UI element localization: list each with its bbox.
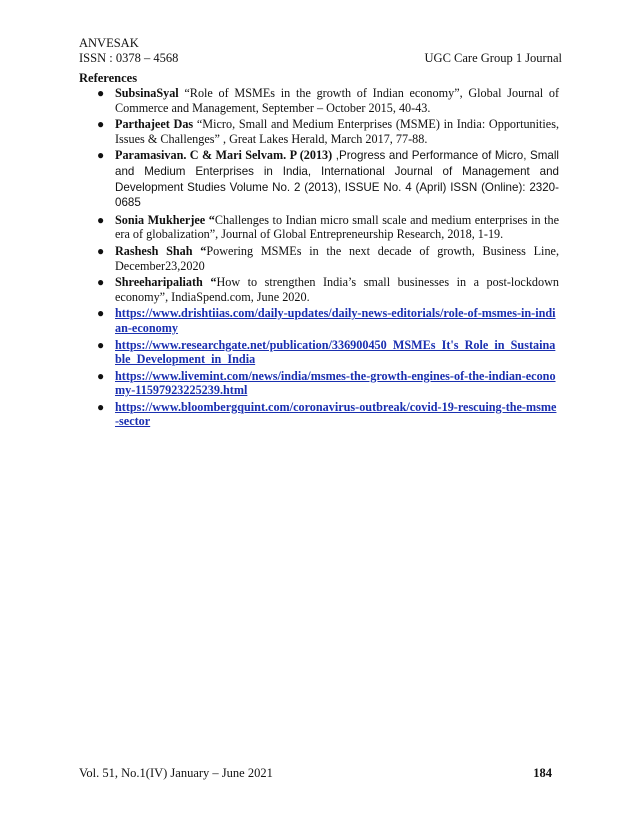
references-section xyxy=(79,71,559,431)
volume-info: Vol. 51, No.1(IV) January – June 2021 xyxy=(79,766,273,780)
reference-author: Rashesh Shah “ xyxy=(115,243,207,258)
reference-text: How to strengthen India’s small businesses in a post-lockdown economy”, IndiaSpend.com, June 2020. xyxy=(115,275,559,304)
reference-author: Shreeharipaliath “ xyxy=(115,275,217,290)
reference-item xyxy=(79,213,559,242)
reference-link-item xyxy=(79,400,559,429)
ugc-care-label: UGC Care Group 1 Journal xyxy=(424,51,562,65)
reference-link-researchgate[interactable]: https://www.researchgate.net/publication/336900450_MSMEs_It's_Role_in_Sustainable_Development_in_India xyxy=(115,337,556,367)
bullet-icon: ● xyxy=(97,399,105,414)
reference-link-drishtiias[interactable]: https://www.drishtiias.com/daily-updates/daily-news-editorials/role-of-msmes-in-indian-economy xyxy=(115,306,556,335)
reference-link-item xyxy=(79,369,559,398)
bullet-icon: ● xyxy=(97,306,105,321)
reference-text: “Role of MSMEs in the growth of Indian economy”, Global Journal of Commerce and Management, September – October 2015, 40-43. xyxy=(115,86,559,115)
reference-author: Parthajeet Das xyxy=(115,117,194,132)
page-number: 184 xyxy=(533,766,552,780)
reference-text: ,Progress and Performance of Micro, Small and Medium Enterprises in India, International Journal of Management and Development Studies Volume No. 2 (2013), ISSUE No. 4 (April) ISSN (Online): 2320-0685 xyxy=(115,149,559,210)
reference-text: Powering MSMEs in the next decade of growth, Business Line, December23,2020 xyxy=(115,243,559,273)
reference-author: Paramasivan. C & Mari Selvam. P (2013) xyxy=(115,148,333,163)
reference-link-item xyxy=(79,306,559,335)
references-heading: References xyxy=(79,71,138,85)
references-list xyxy=(79,86,559,429)
reference-item xyxy=(79,244,559,273)
reference-author: Sonia Mukherjee “ xyxy=(115,212,215,227)
reference-item xyxy=(79,275,559,304)
reference-item xyxy=(79,148,559,210)
reference-text: Challenges to Indian micro small scale and medium enterprises in the era of globalization”, Journal of Global Entrepreneurship Research, 2018, 1-19. xyxy=(115,212,559,242)
bullet-icon: ● xyxy=(97,368,105,383)
reference-author: SubsinaSyal xyxy=(115,86,179,100)
bullet-icon: ● xyxy=(97,275,105,290)
issn-text: ISSN : 0378 – 4568 xyxy=(79,51,179,65)
bullet-icon: ● xyxy=(97,86,105,100)
bullet-icon: ● xyxy=(97,212,105,227)
reference-link-item xyxy=(79,338,559,367)
reference-link-bloombergquint[interactable]: https://www.bloombergquint.com/coronavirus-outbreak/covid-19-rescuing-the-msme-sector xyxy=(115,399,557,429)
reference-item xyxy=(79,86,559,115)
reference-text: “Micro, Small and Medium Enterprises (MSME) in India: Opportunities, Issues & Challenges” , Great Lakes Herald, March 2017, 77-88. xyxy=(115,117,559,146)
journal-name: ANVESAK xyxy=(79,36,139,50)
reference-item xyxy=(79,117,559,146)
bullet-icon: ● xyxy=(97,337,105,352)
bullet-icon: ● xyxy=(97,148,105,163)
bullet-icon: ● xyxy=(97,243,105,258)
reference-link-livemint[interactable]: https://www.livemint.com/news/india/msmes-the-growth-engines-of-the-indian-economy-11597923225239.html xyxy=(115,368,556,398)
bullet-icon: ● xyxy=(97,117,105,132)
